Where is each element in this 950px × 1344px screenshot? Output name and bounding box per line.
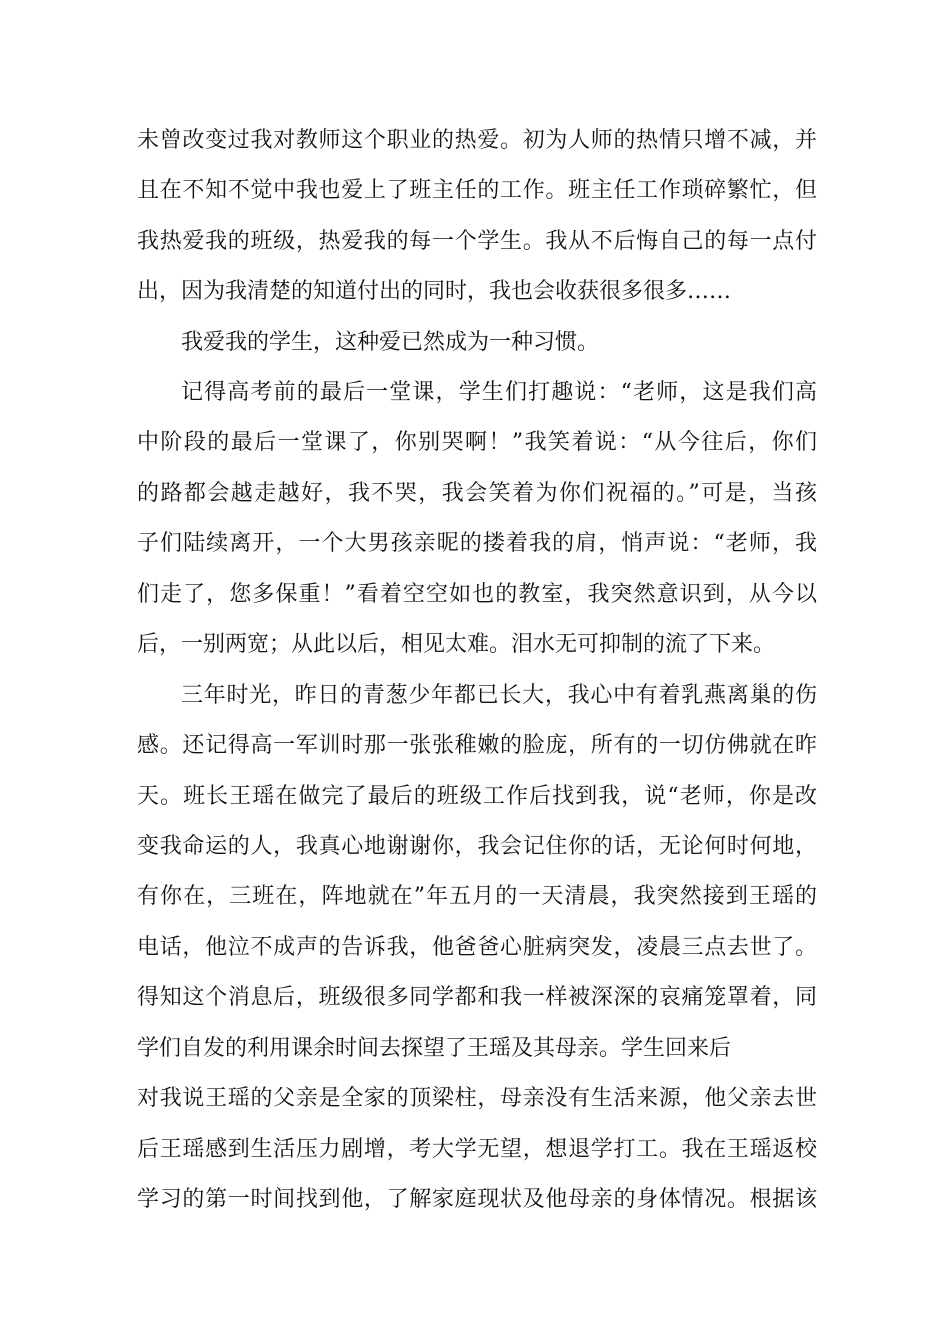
text-line: 出，因为我清楚的知道付出的同时，我也会收获很多很多……: [137, 279, 732, 304]
text-line: 我热爱我的班级，热爱我的每一个学生。我从不后悔自己的每一点付: [137, 229, 817, 254]
text-line: 且在不知不觉中我也爱上了班主任的工作。班主任工作琐碎繁忙，但: [137, 178, 817, 203]
text-line: 天。班长王瑶在做完了最后的班级工作后找到我，说“老师，你是改: [137, 784, 817, 809]
text-line: 对我说王瑶的父亲是全家的顶梁柱，母亲没有生活来源，他父亲去世: [137, 1086, 817, 1111]
text-line: 学们自发的利用课余时间去探望了王瑶及其母亲。学生回来后: [137, 1036, 732, 1061]
text-line: 的路都会越走越好，我不哭，我会笑着为你们祝福的。”可是，当孩: [137, 481, 817, 506]
text-line: 得知这个消息后，班级很多同学都和我一样被深深的哀痛笼罩着，同: [137, 985, 817, 1010]
text-line: 们走了，您多保重！”看着空空如也的教室，我突然意识到，从今以: [137, 582, 817, 607]
text-line: 后王瑶感到生活压力剧增，考大学无望，想退学打工。我在王瑶返校: [137, 1137, 817, 1162]
text-line: 子们陆续离开，一个大男孩亲昵的搂着我的肩，悄声说：“老师，我: [137, 531, 817, 556]
paragraph-first-line: 三年时光，昨日的青葱少年都已长大，我心中有着乳燕离巢的伤: [181, 683, 817, 708]
text-line: 感。还记得高一军训时那一张张稚嫩的脸庞，所有的一切仿佛就在昨: [137, 733, 817, 758]
paragraph-first-line: 我爱我的学生，这种爱已然成为一种习惯。: [181, 330, 600, 355]
paragraph-first-line: 记得高考前的最后一堂课，学生们打趣说：“老师，这是我们高: [181, 380, 817, 405]
text-line: 后，一别两宽；从此以后，相见太难。泪水无可抑制的流了下来。: [137, 632, 776, 657]
text-line: 电话，他泣不成声的告诉我，他爸爸心脏病突发，凌晨三点去世了。: [137, 935, 817, 960]
text-line: 未曾改变过我对教师这个职业的热爱。初为人师的热情只增不减，并: [137, 128, 817, 153]
text-line: 变我命运的人，我真心地谢谢你，我会记住你的话，无论何时何地，: [137, 834, 817, 859]
text-line: 有你在，三班在，阵地就在”年五月的一天清晨，我突然接到王瑶的: [137, 884, 817, 909]
text-line: 学习的第一时间找到他，了解家庭现状及他母亲的身体情况。根据该: [137, 1187, 817, 1212]
text-line: 中阶段的最后一堂课了，你别哭啊！”我笑着说：“从今往后，你们: [137, 430, 817, 455]
